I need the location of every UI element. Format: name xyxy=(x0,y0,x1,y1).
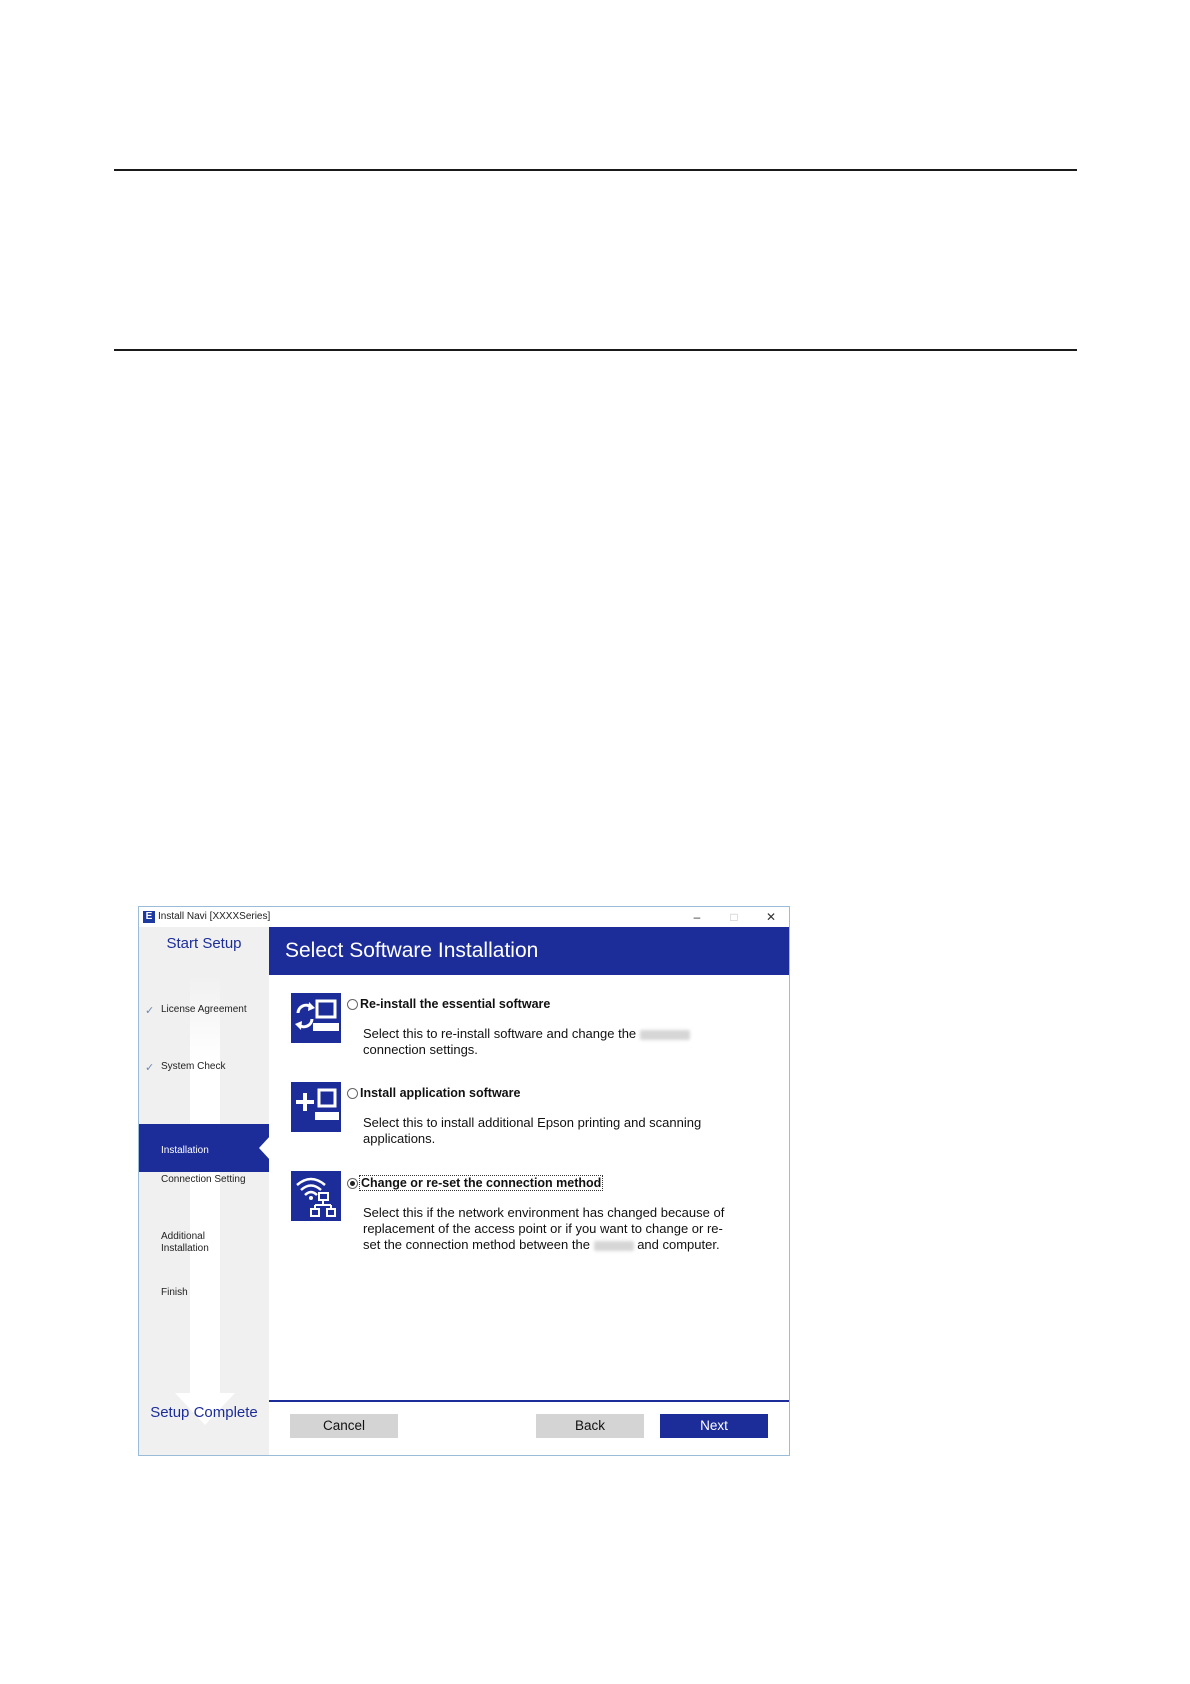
install-app-option-description: Select this to install additional Epson printing and scanning applications. xyxy=(363,1115,702,1146)
active-step-pointer-icon xyxy=(259,1135,271,1161)
step-additional-installation: Additional Installation xyxy=(161,1231,209,1254)
redacted-text xyxy=(594,1241,634,1251)
step-installation: Installation xyxy=(161,1145,209,1156)
change-connection-desc-text: Select this if the network environment has changed because of replacement of the access point or if you want to change or re-set the connection method between the xyxy=(363,1205,725,1252)
reinstall-desc-text-2: connection settings. xyxy=(363,1042,478,1057)
reinstall-radio[interactable] xyxy=(347,999,358,1010)
reinstall-option-description xyxy=(363,1026,733,1058)
change-connection-option-description xyxy=(363,1205,728,1253)
install-app-radio[interactable] xyxy=(347,1088,358,1099)
change-connection-radio[interactable] xyxy=(347,1178,358,1189)
minimize-icon[interactable]: – xyxy=(693,910,701,924)
refresh-computer-icon xyxy=(291,993,341,1043)
reinstall-desc-text: Select this to re-install software and change the xyxy=(363,1026,637,1041)
title-bar[interactable] xyxy=(139,907,789,927)
change-connection-option-title[interactable]: Change or re-set the connection method xyxy=(361,1176,602,1190)
install-app-option-title[interactable]: Install application software xyxy=(360,1086,521,1100)
start-setup-label: Start Setup xyxy=(166,935,242,952)
epson-app-icon: E xyxy=(143,911,155,923)
page-title: Select Software Installation xyxy=(285,939,539,962)
cancel-button[interactable]: Cancel xyxy=(290,1414,398,1438)
change-connection-desc-text-2: and computer. xyxy=(637,1237,720,1252)
step-finish: Finish xyxy=(161,1287,188,1298)
window-title: Install Navi [XXXXSeries] xyxy=(158,911,271,922)
step-connection-setting: Connection Setting xyxy=(161,1174,246,1185)
add-computer-icon xyxy=(291,1082,341,1132)
step-system-check: System Check xyxy=(161,1061,226,1072)
setup-steps-sidebar xyxy=(139,927,269,1455)
footer-divider xyxy=(269,1400,789,1402)
page-header xyxy=(269,927,789,975)
redacted-text xyxy=(640,1030,690,1040)
maximize-icon[interactable]: □ xyxy=(730,910,738,924)
checkmark-icon: ✓ xyxy=(145,1062,155,1074)
wifi-network-icon xyxy=(291,1171,341,1221)
close-icon[interactable]: ✕ xyxy=(765,910,777,924)
install-navi-window xyxy=(138,906,790,1456)
setup-complete-label: Setup Complete xyxy=(150,1404,258,1421)
next-button[interactable]: Next xyxy=(660,1414,768,1438)
reinstall-option-title[interactable]: Re-install the essential software xyxy=(360,997,551,1011)
bottom-divider xyxy=(114,349,1077,351)
top-divider xyxy=(114,169,1077,171)
checkmark-icon: ✓ xyxy=(145,1005,155,1017)
back-button[interactable]: Back xyxy=(536,1414,644,1438)
step-license-agreement: License Agreement xyxy=(161,1004,247,1015)
